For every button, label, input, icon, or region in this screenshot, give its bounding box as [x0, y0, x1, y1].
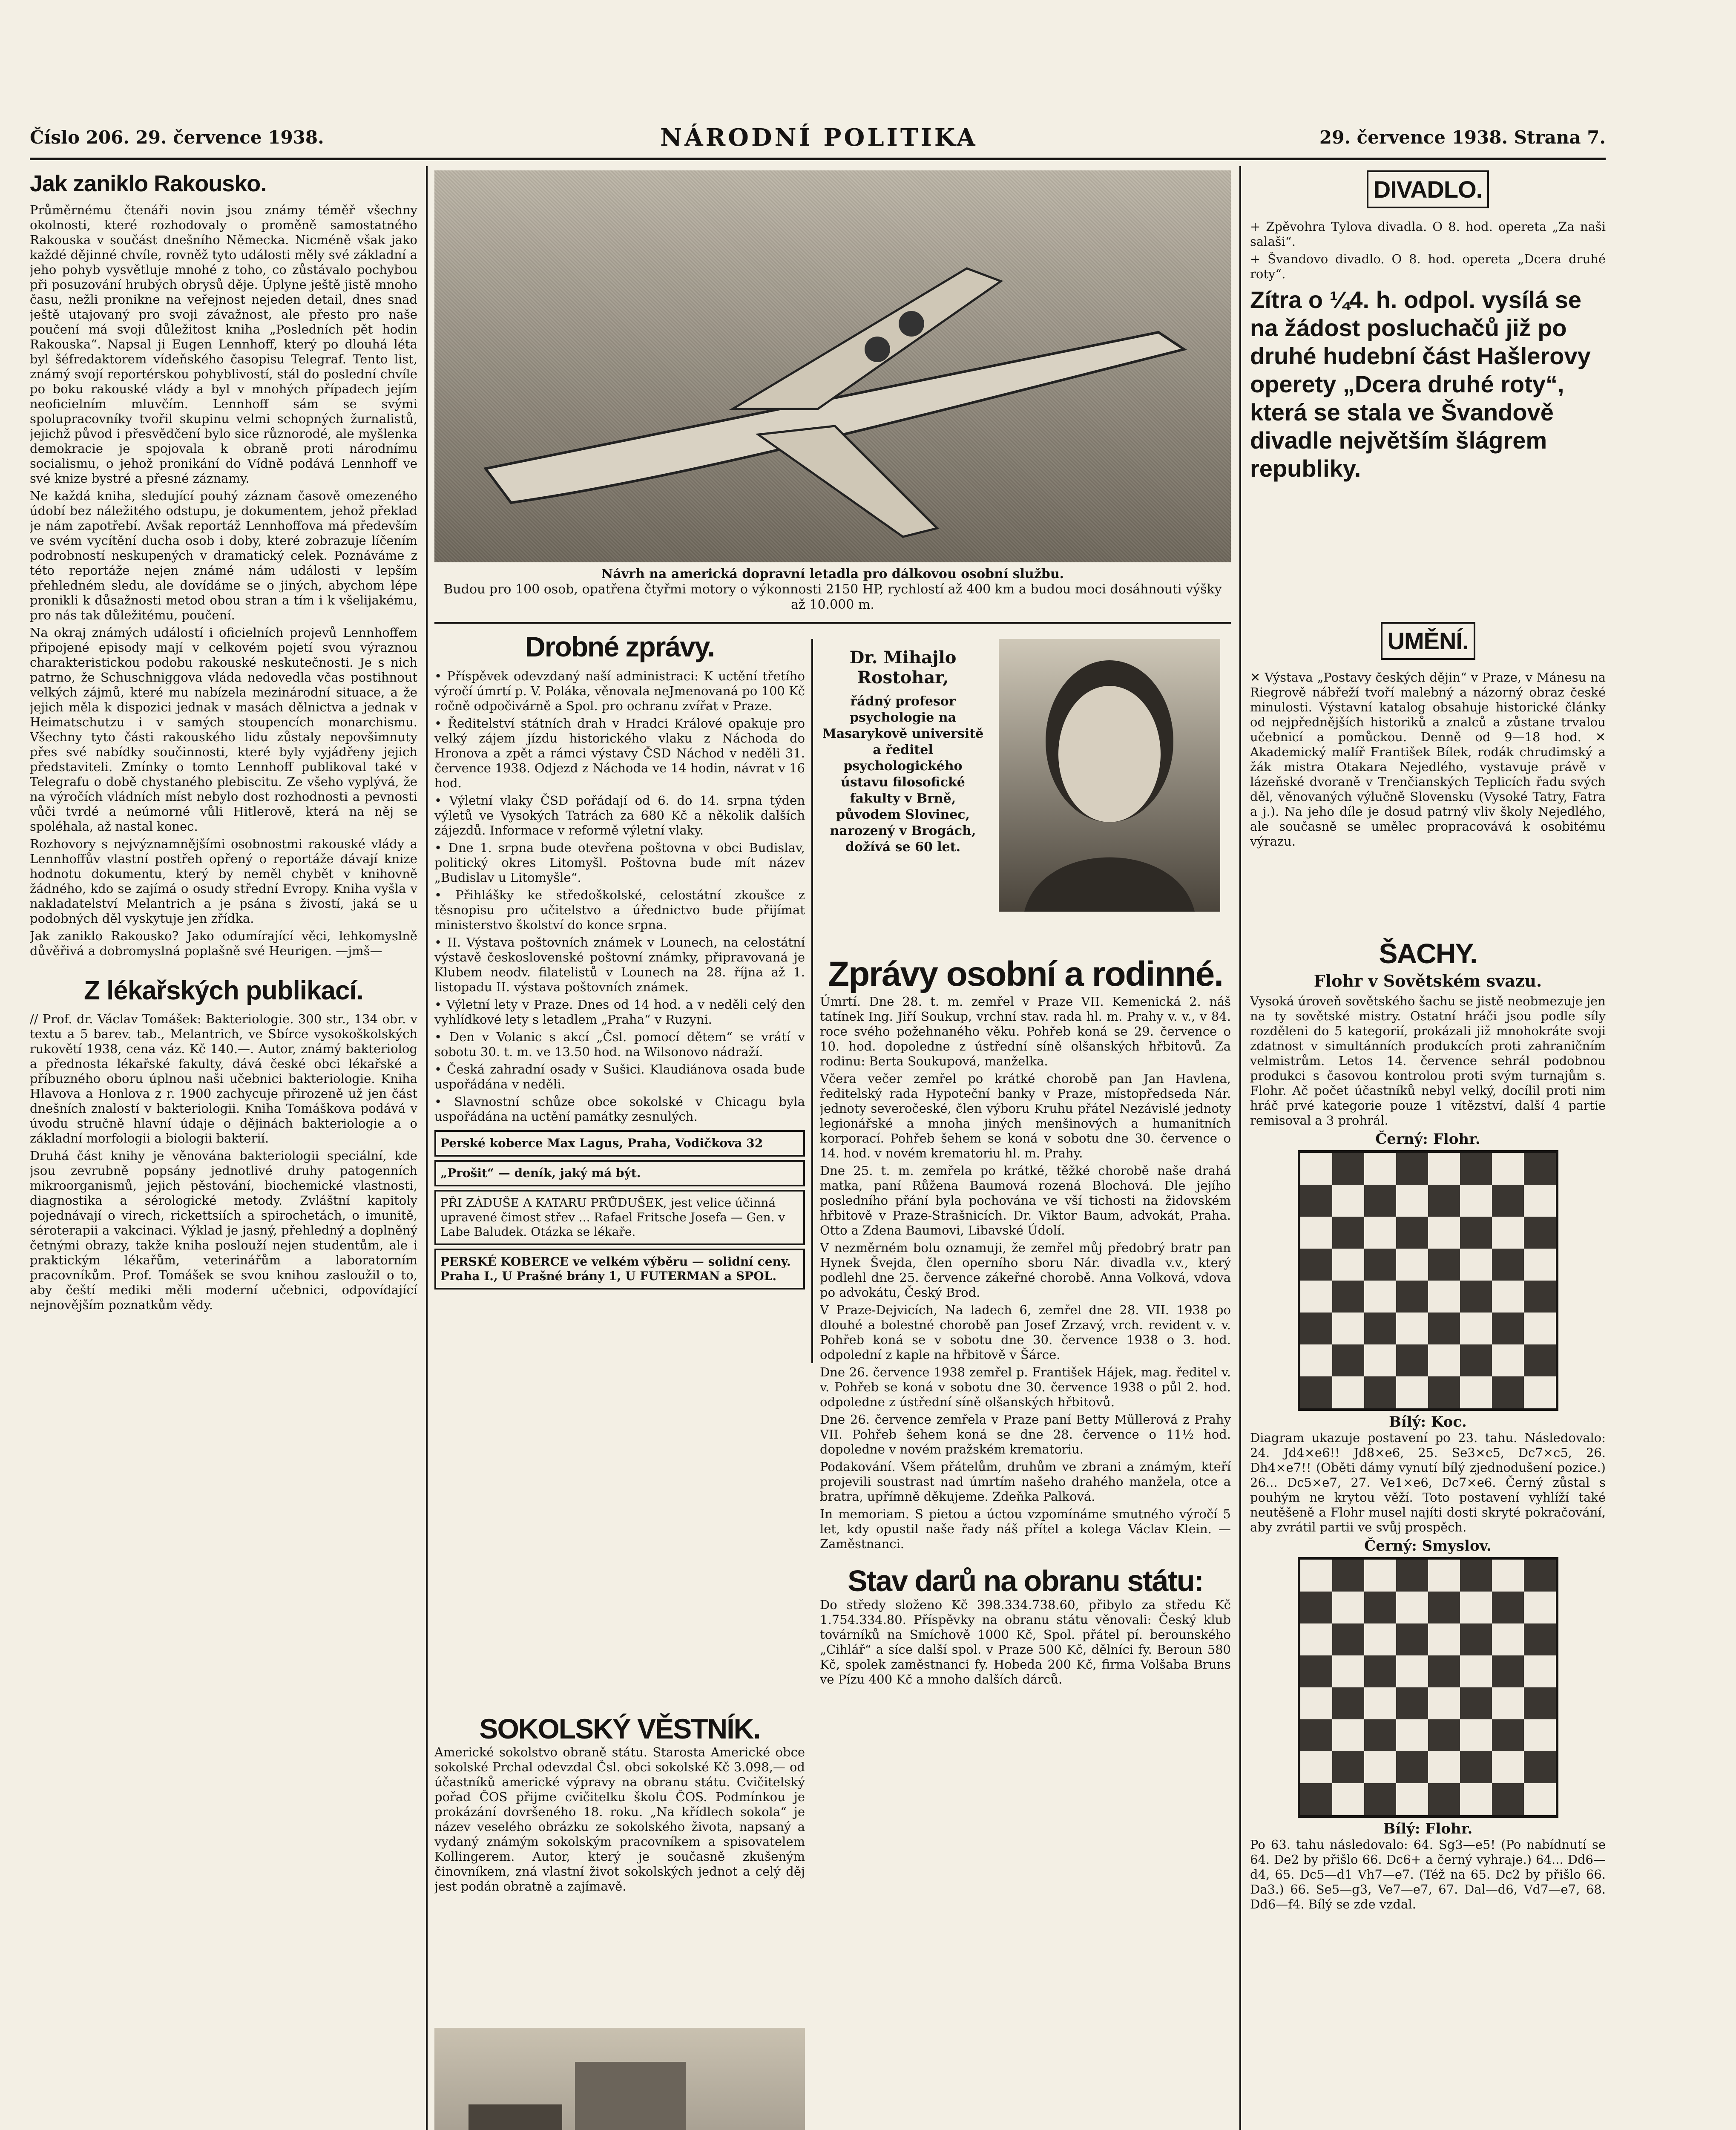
news-item: • Den v Volanic s akcí „Čsl. pomocí dětem“ se vrátí v sobotu 30. t. m. ve 13.50 hod. na Wilsonovo nádraží. — [434, 1030, 805, 1059]
chess-square — [1492, 1217, 1524, 1249]
news-item: • Dne 1. srpna bude otevřena poštovna v obci Budislav, politický okres Litomyšl. Poštovna bude mít název „Budislav u Litomyšle“. — [434, 840, 805, 885]
chess-square — [1332, 1655, 1364, 1687]
obituary: Včera večer zemřel po krátké chorobě pan Jan Havlena, ředitelský rada Hypoteční banky v Praze, místopředseda Nár. jednoty severočeské, člen výboru Kruhu přátel Nezávislé jednoty legionářské a mnoha jiných menšinových a humanitních korporací. Pohřeb šehem se koná v sobotu dne 30. července o 14. hod. v novém krematoriu hl. m. Prahy. — [820, 1071, 1231, 1160]
theatre-item: + Švandovo divadlo. O 8. hod. opereta „Dcera druhé roty“. — [1250, 252, 1606, 281]
sachy-subtitle: Flohr v Sovětském svazu. — [1313, 971, 1542, 990]
chess-square — [1396, 1592, 1428, 1623]
divadlo-title: DIVADLO. — [1367, 170, 1489, 208]
chess-square — [1460, 1560, 1492, 1592]
chess-square — [1428, 1560, 1460, 1592]
chess-square — [1492, 1281, 1524, 1313]
chess-square — [1332, 1560, 1364, 1592]
chess-square — [1428, 1217, 1460, 1249]
chess-square — [1300, 1623, 1332, 1655]
chess-square — [1332, 1623, 1364, 1655]
chess-square — [1460, 1623, 1492, 1655]
umeni-body: ✕ Výstava „Postavy českých dějin“ v Praze, v Mánesu na Riegrově nábřeží tvoří malebný a názorný obraz české minulosti. Výstavní katalog obsahuje historické články od nejpřednějších historiků a znalců a zůstane trvalou učebnicí a pomůckou. Denně od 9—18 hod. ✕ Akademický malíř František Bílek, rodák chrudimský a žák mistra Otakara Nejedlého, vystavuje právě v lázeňské dvoraně v Trenčianských Teplicích řadu svých děl, věnovaných výlučně Slovensku (Vysoké Tatry, Fatra a j.). Na jeho díle je dosud patrný vliv školy Nejedlého, ale současně se umělec propracovává k osobitému výrazu. — [1250, 670, 1606, 849]
column-rule-2 — [1239, 166, 1241, 2130]
chess-square — [1364, 1560, 1396, 1592]
chess-board-1 — [1298, 1150, 1558, 1411]
chess-square — [1492, 1185, 1524, 1217]
ad-perske-koberce: Perské koberce Max Lagus, Praha, Vodičkova 32 — [434, 1130, 805, 1157]
chess-square — [1364, 1783, 1396, 1815]
chess-square — [1524, 1313, 1556, 1344]
chess-square — [1364, 1153, 1396, 1185]
chess-square — [1460, 1281, 1492, 1313]
airplane-illustration — [434, 170, 1231, 562]
chess-square — [1396, 1751, 1428, 1783]
chess-square — [1300, 1719, 1332, 1751]
article-paragraph: Na okraj známých událostí i oficielních projevů Lennhoffem připojené episody mají v celkovém pojetí svou výraznou charakteristickou podobu rakouské neskutečnosti. Je s nich patrno, že Schuschniggova vláda nedovedla včas postihnout velkých zájmů, které mu nabízela mezinárodní situace, a že jejich měla k dispozici jednak v masách dělnictva a jednak v Heimatschutzu i v samých stoupencích monarchismu. Všechny tyto části rakouského lidu zůstaly nepovšimnuty přes své nabídky součinnosti, které byly vyjádřeny jejich představiteli. Zmínky o tomto Lennhoff publikoval také v Telegrafu o době chystaného plebiscitu. Ze všeho vyplývá, že na výročích vládních míst nebylo dost rozhodnosti a pevnosti vůči tvrdé a neúmorné vůli Hitlerově, která na něj se spoléhala, až nastal konec. — [30, 625, 417, 834]
news-item: • Česká zahradní osady v Sušici. Klaudiánova osada bude uspořádána v neděli. — [434, 1062, 805, 1091]
chess-square — [1428, 1376, 1460, 1408]
portrait-text — [820, 648, 986, 855]
news-item: • Výletní vlaky ČSD pořádají od 6. do 14. srpna týden výletů ve Vysokých Tatrách za 680 Kč a několik dalších zájezdů. Informace v reformě výletní vlaky. — [434, 793, 805, 838]
chess-square — [1428, 1655, 1460, 1687]
chess-square — [1492, 1687, 1524, 1719]
chess-square — [1524, 1560, 1556, 1592]
chess-square — [1524, 1344, 1556, 1376]
chess-square — [1524, 1655, 1556, 1687]
chess-square — [1492, 1249, 1524, 1281]
chess-square — [1460, 1153, 1492, 1185]
chess-square — [1332, 1313, 1364, 1344]
chess-square — [1300, 1344, 1332, 1376]
chess-square — [1524, 1217, 1556, 1249]
chess-square — [1492, 1592, 1524, 1623]
news-item: • Výletní lety v Praze. Dnes od 14 hod. a v neděli celý den vyhlídkové lety s letadlem „Praha“ v Ruzyni. — [434, 997, 805, 1027]
chess-square — [1492, 1783, 1524, 1815]
chess-square — [1524, 1783, 1556, 1815]
chess-square — [1460, 1687, 1492, 1719]
portrait-block — [820, 630, 1231, 954]
chess-square — [1524, 1623, 1556, 1655]
chess-square — [1364, 1623, 1396, 1655]
article-title-rakousko: Jak zaniklo Rakousko. — [30, 171, 267, 196]
airplane-caption — [434, 567, 1231, 613]
article-paragraph: Druhá část knihy je věnována bakteriologii speciální, kde jsou zevrubně popsány jednotlivé druhy patogenních mikroorganismů, jejich pěstování, biochemické vlastnosti, diagnostika a sérologické metody. Zvláštní kapitoly pojednávají o virech, rickettsiích a spirochetách, o imunitě, séroterapii a vakcinaci. Výklad je jasný, přehledný a doplněný četnými obrazy, takže kniha poslouží nejen studentům, ale i praktickým lékařům, veterinářům a laboratorním pracovníkům. Prof. Tomášek se svou knihou zasloužil o to, aby čeští mediki měli moderní učebnici, odpovídající nejnovějším poznatkům vědy. — [30, 1148, 417, 1312]
chess-square — [1396, 1313, 1428, 1344]
chess-square — [1428, 1249, 1460, 1281]
chess-square — [1460, 1376, 1492, 1408]
obituary: V nezměrném bolu oznamuji, že zemřel můj předobrý bratr pan Hynek Švejda, člen operního sboru Nár. divadla v.v., který podlehl dne 25. července zákeřné chorobě. Anna Volková, vdova po advokátu, Český Brod. — [820, 1241, 1231, 1300]
portrait-silhouette-icon — [999, 639, 1220, 912]
chess-square — [1428, 1153, 1460, 1185]
chess-square — [1300, 1153, 1332, 1185]
umeni-title-wrap — [1250, 622, 1606, 666]
stav-daru-title: Stav darů na obranu státu: — [848, 1564, 1203, 1598]
photo-rule — [434, 622, 1231, 624]
obituary: Úmrtí. Dne 28. t. m. zemřel v Praze VII. Kemenická 2. náš tatínek Ing. Jiří Soukup, vrchní stav. rada hl. m. Prahy v. v., v 84. roce svého požehnaného věku. Pohřeb koná se 29. července o 10. hod. dopoledne z ústřední síně olšanských hřbitovů. Za rodinu: Berta Soukupová, manželka. — [820, 994, 1231, 1068]
chess-square — [1428, 1313, 1460, 1344]
osobni-title: Zprávy osobní a rodinné. — [828, 955, 1223, 993]
chess-square — [1396, 1623, 1428, 1655]
chess-square — [1524, 1592, 1556, 1623]
article-paragraph: Průměrnému čtenáři novin jsou známy téměř všechny okolnosti, které rozhodovaly o proměně samostatného Rakouska v součást dnešního Německa. Nicméně však jako každé dějinné chvíle, rovněž tyto události měly své základní a jeho pohyb vysvětluje mnohé z toho, co zůstávalo pochybou při posuzování hrubých obrysů děje. Úplyne ještě jistě mnoho času, nežli pronikne na veřejnost nejeden detail, dnes snad ještě utajovaný pro svoji závažnost, ale přesto pro naše poučení má svoji důležitost kniha „Posledních pět hodin Rakouska“. Napsal ji Eugen Lennhoff, který po dlouhá léta byl šéfredaktorem vídeňského časopisu Telegraf. Tento list, známý svojí reportérskou pohyblivostí, stál do poslední chvíle po boku rakouské vlády a byl v mnohých případech jejím neoficielním mluvčím. Lennhoff sám se svými spolupracovníky tvořil skupinu velmi schopných žurnalistů, jejichž původ i přesvědčení bylo sice různorodé, ale myšlenka demokracie je spojovala k obraně proti národnímu socialismu, o jehož pronikání do Vídně podává Lennhoff ve své knize bystré a přesné záznamy. — [30, 203, 417, 486]
obituary: V Praze-Dejvicích, Na ladech 6, zemřel dne 28. VII. 1938 po dlouhé a bolestné chorobě pan Josef Zrzavý, vrch. revident v. v. Pohřeb koná se v sobotu dne 30. července 1938 o 3. hod. odpolední z kaple na hřbitově v Šárce. — [820, 1303, 1231, 1362]
chess-square — [1364, 1217, 1396, 1249]
chess-square — [1492, 1344, 1524, 1376]
chess-square — [1492, 1376, 1524, 1408]
chess-square — [1300, 1783, 1332, 1815]
column-rule-3 — [811, 639, 813, 1363]
chess-square — [1428, 1719, 1460, 1751]
news-item: • Příspěvek odevzdaný naší administraci: K uctění třetího výročí úmrtí p. V. Poláka, věnovala neJmenovaná po 100 Kč ročně odpočivárně a Spol. pro ochranu zvířat v Praze. — [434, 669, 805, 713]
chess-square — [1492, 1153, 1524, 1185]
chess-square — [1396, 1655, 1428, 1687]
chess-square — [1428, 1185, 1460, 1217]
article-title-lekarske: Z lékařských publikací. — [84, 976, 363, 1005]
stav-daru-body: Do středy složeno Kč 398.334.738.60, přibylo za středu Kč 1.754.334.80. Příspěvky na obranu státu věnovali: Český klub továrníků na Smíchově 1000 Kč, Spol. přátel pí. berounského „Cihlář“ a síce další spol. v Praze 500 Kč, dělníci fy. Beroun 580 Kč, spolek zaměstnanci fy. Hobeda 200 Kč, firma Volšaba Bruns ve Pízu 400 Kč a mnoho dalších dárců. — [820, 1598, 1231, 1687]
sachy-body: Vysoká úroveň sovětského šachu se jistě neobmezuje jen na ty sovětské mistry. Ostatní hráči jsou podle síly rozděleni do 5 kategorií, prokázali již mnohokráte svoji zdatnost v simultánních produkcích proti zahraničním velmistrům. Letos 14. července sehrál podobnou produkci s časovou kontrolou proti svým turnajům s. Flohr. Ač počet účastníků nebyl velký, docílil proti nim hráč prvé kategorie pouze 1 vítězství, další 4 partie remisoval a 3 prohrál. — [1250, 994, 1606, 1128]
chess-square — [1364, 1344, 1396, 1376]
chess-square — [1364, 1185, 1396, 1217]
chess-square — [1396, 1249, 1428, 1281]
chess-square — [1460, 1655, 1492, 1687]
street-illustration — [434, 2028, 805, 2130]
chess-square — [1492, 1313, 1524, 1344]
news-item: • Přihlášky ke středoškolské, celostátní zkoušce z těsnopisu pro učitelstvo a úřednictvo bude přijímat ministerstvo školství do konce srpna. — [434, 888, 805, 932]
chess-square — [1460, 1783, 1492, 1815]
chess-square — [1364, 1719, 1396, 1751]
sokol-body: Americké sokolstvo obraně státu. Starosta Americké obce sokolské Prchal odevzdal Čsl. obci sokolské Kč 3.098,— od účastníků americké výpravy na obranu státu. Cvičitelský pořad ČOS přijme cvičitelku školu ČOS. Podmínkou je prokázání dovršeného 18. roku. „Na křídlech sokola“ je název veselého obrázku ze sokolského života, napsaný a vydaný známým sokolským pracovníkem a spisovatelem Kollingerem. Autor, který je současně zkušeným činovníkem, zná vlastní život sokolských jednot a celý děj jest podán obratně a zajímavě. — [434, 1745, 805, 1894]
column-sokol — [434, 1713, 805, 2019]
airplane-caption-text: Budou pro 100 osob, opatřena čtyřmi motory o výkonnosti 2150 HP, rychlostí až 400 km a budou moci dosáhnouti výšky až 10.000 m. — [443, 582, 1222, 612]
column-drobne — [434, 630, 805, 1700]
portrait-photo — [999, 639, 1220, 912]
sokol-title: SOKOLSKÝ VĚSTNÍK. — [479, 1713, 760, 1744]
chess-square — [1524, 1249, 1556, 1281]
chess-square — [1428, 1687, 1460, 1719]
portrait-name: Dr. Mihajlo Rostohar, — [849, 648, 957, 688]
chess-square — [1460, 1592, 1492, 1623]
chess-square — [1428, 1281, 1460, 1313]
chess-square — [1332, 1344, 1364, 1376]
chess-square — [1428, 1592, 1460, 1623]
column-umeni — [1250, 622, 1606, 920]
sachy-title: ŠACHY. — [1379, 938, 1477, 969]
chess-square — [1396, 1719, 1428, 1751]
news-item: • Slavnostní schůze obce sokolské v Chicagu byla uspořádána na uctění památky zesnulých. — [434, 1094, 805, 1124]
chess-square — [1460, 1719, 1492, 1751]
chess-square — [1332, 1281, 1364, 1313]
chess-square — [1396, 1281, 1428, 1313]
board2-black-label: Černý: Smyslov. — [1364, 1537, 1492, 1554]
chess-square — [1332, 1185, 1364, 1217]
date-page: 29. července 1938. Strana 7. — [1319, 127, 1606, 148]
chess-square — [1396, 1783, 1428, 1815]
chess-square — [1524, 1376, 1556, 1408]
chess-square — [1524, 1185, 1556, 1217]
ad-prosit: „Prošit“ — deník, jaký má být. — [434, 1160, 805, 1186]
chess-square — [1524, 1687, 1556, 1719]
chess-square — [1492, 1623, 1524, 1655]
chess-square — [1364, 1313, 1396, 1344]
chess-square — [1524, 1153, 1556, 1185]
chess-square — [1300, 1560, 1332, 1592]
obituary: Dne 26. července 1938 zemřel p. František Hájek, mag. ředitel v. v. Pohřeb se koná v sobotu dne 30. července 1938 o půl 2. hod. odpoledne z ústřední síně olšanských hřbitovů. — [820, 1365, 1231, 1409]
chess-square — [1460, 1751, 1492, 1783]
chess-square — [1300, 1655, 1332, 1687]
page-header — [30, 124, 1606, 158]
news-item: • II. Výstava poštovních známek v Lounech, na celostátní výstavě československé poštovní známky, připravovaná je Klubem neodv. filatelistů v Lounech na 28. října až 1. listopadu II. výstava poštovních známek. — [434, 935, 805, 994]
chess-square — [1396, 1376, 1428, 1408]
chess-square — [1428, 1783, 1460, 1815]
masthead: NÁRODNÍ POLITIKA — [660, 124, 978, 152]
chess-square — [1460, 1217, 1492, 1249]
column-rule-1 — [426, 166, 428, 2130]
chess-square — [1300, 1751, 1332, 1783]
chess-square — [1364, 1281, 1396, 1313]
article-paragraph: // Prof. dr. Václav Tomášek: Bakteriologie. 300 str., 134 obr. v textu a 5 barev. tab., Melantrich, ve Sbírce vysokoškolských rukovětí 1938, cena váz. Kč 140.—. Autor, známý bakteriolog a přednosta lékařské fakulty, dává české obci lékařské a příbuzného oboru úplnou naši učebnici bakteriologie. Kniha Hlavova a Honlova z r. 1900 zachycuje přirozeně už jen část dnešních znalostí v bakteriologii. Kniha Tomáškova podává v úvodu stručně hlavní údaje o dějinách bakteriologie a o základní morfologii a biologii bakterií. — [30, 1012, 417, 1146]
chess-square — [1364, 1655, 1396, 1687]
column-sachy — [1250, 937, 1606, 2109]
news-item: • Ředitelství státních drah v Hradci Králové opakuje pro velký zájem jízdu historického vlaku z Náchoda do Hronova a zpět a rámci výstavy ČSD Náchod v neděli 31. července 1938. Odjezd z Náchoda ve 14 hodin, návrat v 16 hod. — [434, 716, 805, 790]
chess-square — [1492, 1719, 1524, 1751]
chess-square — [1460, 1344, 1492, 1376]
drobne-title: Drobné zprávy. — [525, 631, 714, 662]
chess-square — [1396, 1687, 1428, 1719]
chess-square — [1332, 1217, 1364, 1249]
column-osobni — [820, 954, 1231, 2130]
header-rule — [30, 158, 1606, 160]
article-paragraph: Rozhovory s nejvýznamnějšími osobnostmi rakouské vlády a Lennhoffův vlastní postřeh opřený o reportáže dávají knize hodnotu dokumentu, který by neměl chybět v knihovně žádného, kdo se zajímá o osudy střední Evropy. Kniha vyšla v nakladatelství Melantrich a je psána s živostí, jaká se u podobných děl vyskytuje jen zřídka. — [30, 837, 417, 926]
chess-square — [1364, 1249, 1396, 1281]
board2-white-label: Bílý: Flohr. — [1383, 1820, 1473, 1837]
chess-square — [1460, 1249, 1492, 1281]
obituary: Dne 25. t. m. zemřela po krátké, těžké chorobě naše drahá matka, paní Růžena Baumová rozená Blochová. Dle jejího posledního přání byla pochována ve vší tichosti na židovském hřbitově v Praze-Strašnicích. Dr. Viktor Baum, advokát, Praha. Otto a Zdena Baumovi, Libavské Údolí. — [820, 1163, 1231, 1238]
obituary: Dne 26. července zemřela v Praze paní Betty Müllerová z Prahy VII. Pohřeb šehem koná se dne 28. července o 11½ hod. dopoledne v novém pražském krematoriu. — [820, 1412, 1231, 1456]
radio-announcement: Zítra o ¼4. h. odpol. vysílá se na žádost posluchačů již po druhé hudební část Hašlerovy operety „Dcera druhé roty“, která se stala ve Švandově divadle největším šlágrem republiky. — [1250, 286, 1591, 482]
chess-square — [1396, 1153, 1428, 1185]
chess-square — [1332, 1687, 1364, 1719]
ad-zaduse: PŘI ZÁDUŠE A KATARU PRŮDUŠEK, jest velice účinná upravené čimost střev ... Rafael Fritsche Josefa — Gen. v Labe Baludek. Otázka se lékaře. — [434, 1190, 805, 1245]
chess-square — [1300, 1217, 1332, 1249]
sachy-analysis: Diagram ukazuje postavení po 23. tahu. Následovalo: 24. Jd4×e6!! Jd8×e6, 25. Se3×c5, Dc7×c5, 26. Dh4×e7!! (Oběti dámy vynutí bílý zjednodušení pozice.) 26... Dc5×e7, 27. Ve1×e6, Dc7×e6. Černý zůstal s pouhým ne krytou věží. Toto postavení vyhlíží také neutěšeně a Flohr musel najíti dosti skryté pokračování, aby zvrátil partii ve svůj prospěch. — [1250, 1431, 1606, 1534]
ad-koberce-futerman: PERSKÉ KOBERCE ve velkém výběru — solidní ceny. Praha I., U Prašné brány 1, U FUTERMAN a SPOL. — [434, 1249, 805, 1290]
article-paragraph: Jak zaniklo Rakousko? Jako odumírající věci, lehkomyslně důvěřivá a dobromyslná poplašně své Heurigen. —jmš— — [30, 929, 417, 958]
chess-square — [1396, 1344, 1428, 1376]
chess-square — [1300, 1687, 1332, 1719]
sachy-end: Po 63. tahu následovalo: 64. Sg3—e5! (Po nabídnutí se 64. De2 by přišlo 66. Dc6+ a černý vyhraje.) 64... Dd6—d4, 65. Dc5—d1 Vh7—e7. (Též na 65. Dc2 by přišlo 66. Da3.) 66. Se5—g3, Ve7—e7, 67. Dal—d6, Vd7—e7, 68. Dd6—f4. Bílý se zde vzdal. — [1250, 1837, 1606, 1911]
airplane-caption-title: Návrh na americká dopravní letadla pro dálkovou osobní službu. — [601, 567, 1064, 581]
chess-square — [1332, 1249, 1364, 1281]
chess-square — [1524, 1751, 1556, 1783]
chess-square — [1300, 1281, 1332, 1313]
chess-square — [1364, 1687, 1396, 1719]
chess-square — [1300, 1249, 1332, 1281]
board1-black-label: Černý: Flohr. — [1375, 1131, 1480, 1148]
divadlo-title-wrap — [1250, 170, 1606, 214]
umeni-title: UMĚNÍ. — [1381, 622, 1475, 660]
chess-board-2 — [1298, 1557, 1558, 1818]
obituary: Podakování. Všem přátelům, druhům ve zbrani a známým, kteří projevili soustrast nad úmrtím našeho drahého manžela, otce a bratra, upřímně děkujeme. Zdeňka Palková. — [820, 1459, 1231, 1504]
chess-square — [1492, 1560, 1524, 1592]
chess-square — [1300, 1185, 1332, 1217]
issue-number: Číslo 206. 29. července 1938. — [30, 127, 324, 148]
chess-square — [1460, 1313, 1492, 1344]
chess-square — [1364, 1592, 1396, 1623]
chess-square — [1332, 1751, 1364, 1783]
chess-square — [1428, 1344, 1460, 1376]
chess-square — [1300, 1376, 1332, 1408]
chess-square — [1524, 1719, 1556, 1751]
chess-square — [1492, 1751, 1524, 1783]
chess-square — [1364, 1376, 1396, 1408]
chess-square — [1428, 1623, 1460, 1655]
column-divadlo — [1250, 170, 1606, 618]
article-paragraph: Ne každá kniha, sledující pouhý záznam časově omezeného údobí bez náležitého odstupu, je dokumentem, jehož překlad je nám zapotřebí. Avšak reportáž Lennhoffova má především ve svém vycítění ducha osob i doby, které zobrazuje líčením podrobností neskupených v dramatický celek. Poznáváme z této reportáže nejen známé nám události v lepším přehledném sledu, ale dovídáme se o jiných, abychom lépe pronikli k důsažnosti metod obou stran a tím i k všelijakému, pro nás tak důležitému, poučení. — [30, 489, 417, 622]
chess-square — [1364, 1751, 1396, 1783]
chess-square — [1460, 1185, 1492, 1217]
chess-square — [1332, 1376, 1364, 1408]
portrait-desc: řádný profesor psychologie na Masarykově universitě a ředitel psychologického ústavu filosofické fakulty v Brně, původem Slovinec, narozený v Brogách, dožívá se 60 let. — [822, 694, 984, 855]
chess-square — [1300, 1592, 1332, 1623]
chess-square — [1396, 1217, 1428, 1249]
chess-square — [1396, 1185, 1428, 1217]
obituary: In memoriam. S pietou a úctou vzpomínáme smutného výročí 5 let, kdy opustil naše řady náš přítel a kolega Václav Klein. — Zaměstnanci. — [820, 1507, 1231, 1551]
chess-square — [1428, 1751, 1460, 1783]
chess-square — [1332, 1153, 1364, 1185]
airplane-photo — [434, 170, 1231, 562]
chess-square — [1332, 1592, 1364, 1623]
street-photo — [434, 2028, 805, 2130]
chess-square — [1300, 1313, 1332, 1344]
chess-square — [1524, 1281, 1556, 1313]
chess-square — [1396, 1560, 1428, 1592]
chess-square — [1332, 1783, 1364, 1815]
chess-square — [1332, 1719, 1364, 1751]
board1-white-label: Bílý: Koc. — [1389, 1413, 1467, 1431]
chess-square — [1492, 1655, 1524, 1687]
column-left — [30, 170, 417, 2130]
theatre-item: + Zpěvohra Tylova divadla. O 8. hod. opereta „Za naši salaši“. — [1250, 219, 1606, 249]
